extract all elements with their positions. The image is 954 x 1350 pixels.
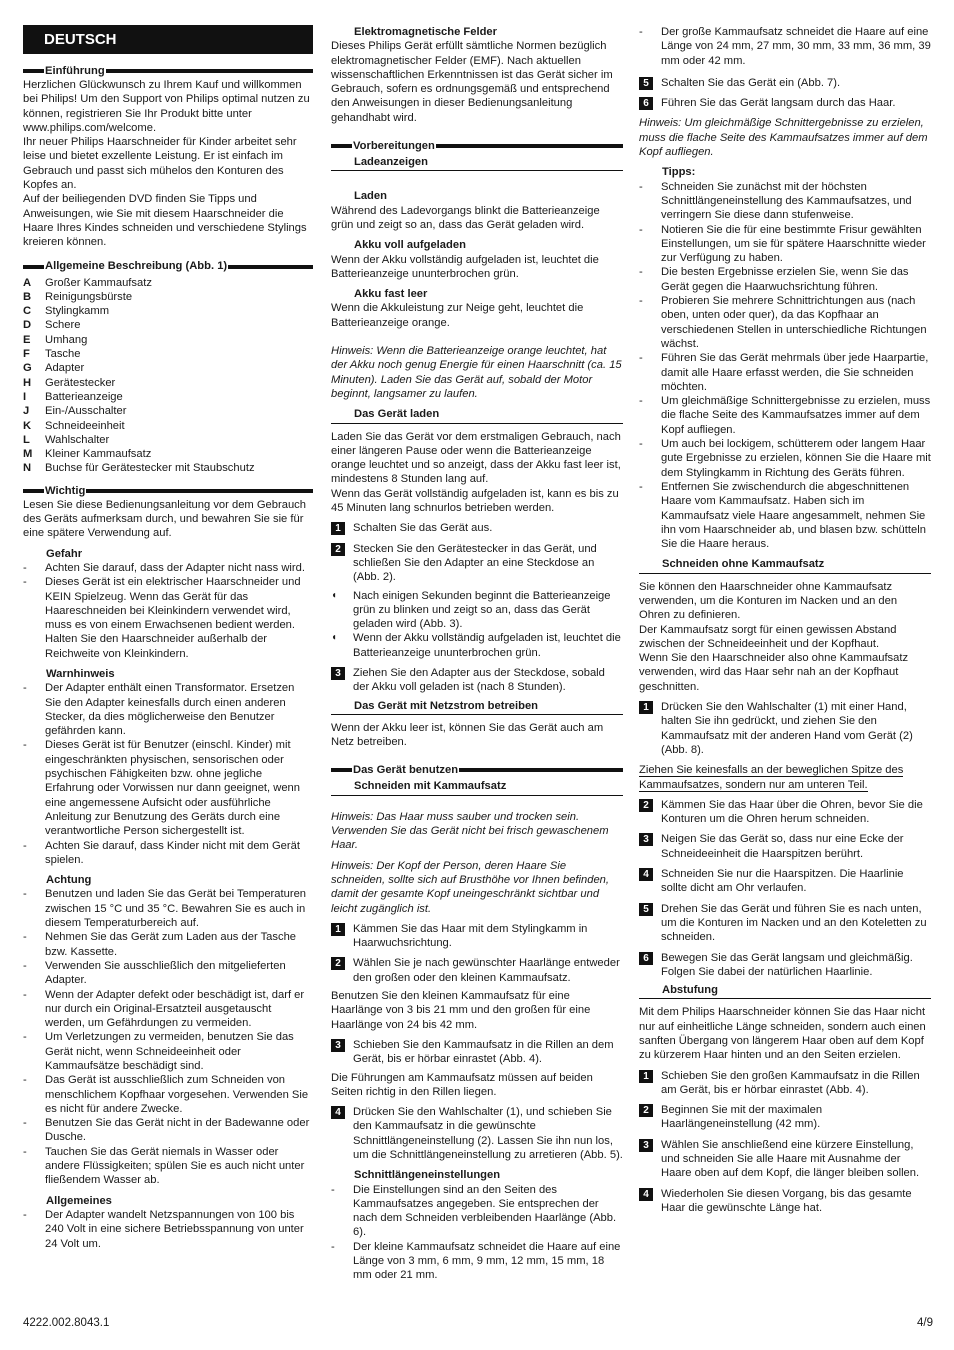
list-item: - Um auch bei lockigem, schütterem oder langem Haar gute Ergebnisse zu erzielen, können Sie die Haare mit dem Stylingkamm in Richtung des Geräts führen. [639,437,931,480]
step-paragraph: Benutzen Sie den kleinen Kammaufsatz für eine Haarlänge von 3 bis 21 mm und den großen für eine Haarlänge von 24 bis 42 mm. [331,990,591,1031]
step: 3 Ziehen Sie den Adapter aus der Steckdose, sobald der Akku voll geladen ist (nach 8 Stunden). [331,666,623,695]
step: 5 Drehen Sie das Gerät und führen Sie es nach unten, um die Konturen im Nacken und an den Koteletten zu schneiden. [639,902,931,945]
without-comb-paragraph: Der Kammaufsatz sorgt für einen gewissen Abstand zwischen der Schneideeinheit und der Kopfhaut. [639,623,897,650]
list-item: - Um gleichmäßige Schnittergebnisse zu erzielen, muss die flache Seite des Kammaufsatzes immer auf dem Kopf aufliegen. [639,394,931,437]
legend-row: K Schneideeinheit [23,419,125,432]
list-item: - Probieren Sie mehrere Schnittrichtungen aus (nach oben, unten oder quer), da das Kopfhaar an verschiedenen Stellen in unterschiedliche Richtungen wächst. [639,294,931,351]
legend-row: D Schere [23,319,81,332]
section-heading-use: Das Gerät benutzen [331,763,623,777]
bullet: ◖ Nach einigen Sekunden beginnt die Batterieanzeige grün zu blinken und zeigt so an, dass das Gerät geladen wird (Abb. 3). [331,589,611,631]
legend-row: H Gerätestecker [23,376,116,389]
step: 1 Drücken Sie den Wahlschalter (1) mit einer Hand, halten Sie ihn gedrückt, und ziehen Sie den Kammaufsatz mit der anderen Hand vom Gerät (2) (Abb. 8). [639,700,931,757]
emf-paragraph: Dieses Philips Gerät erfüllt sämtliche Normen bezüglich elektromagnetischer Felder (EMF). Nach aktuellen wissenschaftlichen Erkenntnissen ist das Gerät sicher im Gebrauch, sofern es ordnungsgemäß und entsprechend den Anweisungen in dieser Bedienungsanleitung gehandhabt wird. [331,40,613,124]
step: 1 Schalten Sie das Gerät aus. [331,521,623,535]
list-item: - Dieses Gerät ist ein elektrischer Haarschneider und KEIN Spielzeug. Wenn das Gerät für das Haareschneiden bei Kleinkindern verwendet wird, muss es von einem Erwachsenen bedient werden. Halten Sie den Haarschneider außerhalb der Reichweite von Kleinkindern. [23,575,313,661]
list-item: - Der große Kammaufsatz schneidet die Haare auf eine Länge von 24 mm, 27 mm, 30 mm, 33 mm, 36 mm, 39 mm oder 42 mm. [639,25,931,68]
step: 3 Wählen Sie anschließend eine kürzere Einstellung, und schneiden Sie alle Haare mit Ausnahme der Haare oben auf dem Kopf, die länger bleiben sollen. [639,1138,931,1181]
pull-warning: Ziehen Sie keinesfalls an der beweglichen Spitze des Kammaufsatzes, sondern nur am unteren Teil. [639,764,904,791]
step: 5 Schalten Sie das Gerät ein (Abb. 7). [639,76,931,90]
warning-list [23,681,313,867]
section-heading-important: Wichtig [23,484,313,498]
step: 1 Schieben Sie den großen Kammaufsatz in die Rillen am Gerät, bis er hörbar einrastet (Abb. 4). [639,1069,931,1098]
without-comb-paragraph: Sie können den Haarschneider ohne Kammaufsatz verwenden, um die Konturen im Nacken und an den Ohren zu definieren. [639,580,898,622]
legend-row: N Buchse für Gerätestecker mit Staubschutz [23,462,255,475]
battery-note: Hinweis: Wenn die Batterieanzeige orange leuchtet, hat der Akku noch genug Energie für einen Haarschnitt (ca. 15 Minuten). Laden Sie das Gerät auf, sobald der Motor beginnt, langsamer zu laufen. [331,345,622,400]
full-heading: Akku voll aufgeladen [354,239,466,252]
emf-heading: Elektromagnetische Felder [354,26,498,38]
hair-note: Hinweis: Das Haar muss sauber und trocken sein. Verwenden Sie das Gerät nicht bei frisch gewaschenem Haar. [331,810,609,852]
list-item: - Um Verletzungen zu vermeiden, benutzen Sie das Gerät nicht, wenn Schneideeinheit oder Kammaufsätze beschädigt sind. [23,1030,313,1073]
section-heading-general: Allgemeine Beschreibung (Abb. 1) [23,260,313,274]
general-note-list [23,1208,313,1251]
without-comb-heading: Schneiden ohne Kammaufsatz [639,557,931,573]
arrow-icon: ◖ [331,589,338,601]
caution-list [23,887,313,1187]
legend-row: G Adapter [23,362,85,375]
step: 3 Neigen Sie das Gerät so, dass nur eine Ecke der Schneideeinheit die Haarspitzen berührt. [639,832,931,861]
list-item: - Tauchen Sie das Gerät niemals in Wasser oder andere Flüssigkeiten; spülen Sie es auch nicht unter fließendem Wasser ab. [23,1145,313,1188]
list-item: - Der Adapter enthält einen Transformator. Ersetzen Sie den Adapter keinesfalls durch einen anderen Stecker, da dies möglicherweise den Benutzer gefährden kann. [23,681,313,738]
without-comb-paragraph: Wenn Sie den Haarschneider also ohne Kammaufsatz verwenden, wird das Haar sehr nah an der Kopfhaut geschnitten. [639,652,909,693]
caution-heading: Achtung [46,874,92,887]
flat-side-note: Hinweis: Um gleichmäßige Schnittergebnisse zu erzielen, muss die flache Seite des Kammaufsatzes immer auf dem Kopf aufliegen. [639,117,928,159]
layering-heading: Abstufung [639,983,931,999]
tips-heading: Tipps: [662,166,696,179]
intro-paragraph: Herzlichen Glückwunsch zu Ihrem Kauf und willkommen bei Philips! Um den Support von Philips optimal nutzen zu können, registrieren Sie Ihr Produkt bitte unter www.philips.com/welcome. [23,79,310,134]
danger-heading: Gefahr [46,547,83,560]
intro-paragraph: Ihr neuer Philips Haarschneider für Kinder arbeitet sehr leise und bietet exzellente Leistung. Er ist einfach im Gebrauch und passt sich mühelos den Konturen des Kopfes an. [23,136,297,192]
charge-paragraph: Laden Sie das Gerät vor dem erstmaligen Gebrauch, nach einer längeren Pause oder wenn die Batterieanzeige orange leuchtet und so anzeigt, dass der Akku fast leer ist, mindestens 8 Stunden lang auf. [331,430,621,486]
danger-list [23,561,313,661]
list-item: - Das Gerät ist ausschließlich zum Schneiden von menschlichem Kopfhaar vorgesehen. Verwenden Sie es nicht für andere Zwecke. [23,1073,313,1116]
parts-legend [23,276,313,476]
legend-row: M Kleiner Kammaufsatz [23,448,152,461]
step: 2 Stecken Sie den Gerätestecker in das Gerät, und schließen Sie den Adapter an eine Steckdose an (Abb. 2). [331,542,623,585]
column-1 [23,25,313,1251]
list-item: - Die besten Ergebnisse erzielen Sie, wenn Sie das Gerät gegen die Haarwuchsrichtung führen. [639,265,931,294]
low-paragraph: Wenn die Akkuleistung zur Neige geht, leuchtet die Batterieanzeige orange. [331,302,584,329]
general-note-heading: Allgemeines [46,1194,112,1207]
step-paragraph: Die Führungen am Kammaufsatz müssen auf beiden Seiten richtig in den Rillen liegen. [331,1071,593,1098]
tips-list [639,180,931,552]
list-item: - Führen Sie das Gerät mehrmals über jede Haarpartie, damit alle Haare erfasst werden, die Sie schneiden möchten. [639,351,931,394]
step: 2 Kämmen Sie das Haar über die Ohren, bevor Sie die Konturen um die Ohren herum schneiden. [639,798,931,827]
list-item: - Entfernen Sie zwischendurch die abgeschnittenen Haare vom Kammaufsatz. Haben sich im Kammaufsatz viele Haare angesammelt, nehmen Sie ihn vom Haarschneider ab, und blasen bzw. schütteln Sie die Haare heraus. [639,480,931,551]
step: 6 Bewegen Sie das Gerät langsam und gleichmäßig. Folgen Sie dabei der natürlichen Haarlinie. [639,951,931,980]
mains-heading: Das Gerät mit Netzstrom betreiben [331,699,623,715]
step: 4 Wiederholen Sie diesen Vorgang, bis das gesamte Haar die gewünschte Länge hat. [639,1187,931,1216]
settings-heading: Schnittlängeneinstellungen [354,1169,501,1182]
legend-row: B Reinigungsbürste [23,290,133,303]
list-item: - Der Adapter wandelt Netzspannungen von 100 bis 240 Volt in eine sichere Betriebsspannung von unter 24 Volt um. [23,1208,313,1251]
list-item: - Achten Sie darauf, dass der Adapter nicht nass wird. [23,561,313,575]
important-paragraph: Lesen Sie diese Bedienungsanleitung vor dem Gebrauch des Geräts aufmerksam durch, und bewahren Sie sie für eine spätere Verwendung auf. [23,498,306,540]
full-paragraph: Wenn der Akku vollständig aufgeladen ist, leuchtet die Batterieanzeige ununterbrochen grün. [331,253,599,280]
list-item: - Benutzen und laden Sie das Gerät bei Temperaturen zwischen 15 °C und 35 °C. Bewahren Sie es auch in diesem Temperaturbereich auf. [23,887,313,930]
with-comb-heading: Schneiden mit Kammaufsatz [331,779,623,795]
legend-row: C Stylingkamm [23,305,110,318]
language-title: DEUTSCH [23,25,313,54]
step: 2 Beginnen Sie mit der maximalen Haarlängeneinstellung (42 mm). [639,1103,931,1132]
charge-indicator-heading: Ladeanzeigen [331,155,623,171]
arrow-icon: ◖ [331,632,338,644]
charging-heading: Laden [354,190,387,203]
list-item: - Die Einstellungen sind an den Seiten des Kammaufsatzes angegeben. Sie entsprechen der nach dem Schneiden verbleibenden Haarlänge (Abb. 6). [331,1183,623,1240]
intro-paragraph: Auf der beiliegenden DVD finden Sie Tipps und Anweisungen, wie Sie mit diesem Haarschneider die Haare Ihres Kindes schneiden und verschiedene Stylings kreieren können. [23,193,307,249]
layering-paragraph: Mit dem Philips Haarschneider können Sie das Haar nicht nur auf einheitliche Länge schneiden, sondern auch einen sanften Übergang von längerem Haar oben auf dem Kopf zu kürzerem Haar hinten und an den Seiten erzielen. [639,1006,926,1062]
column-3 [639,25,931,1219]
column-2 [331,25,623,1283]
low-heading: Akku fast leer [354,288,428,301]
list-item: - Schneiden Sie zunächst mit der höchsten Schnittlängeneinstellung des Kammaufsatzes, und verringern Sie diese dann stufenweise. [639,180,931,223]
section-heading-prep: Vorbereitungen [331,139,623,153]
warning-heading: Warnhinweis [46,667,115,680]
step: 6 Führen Sie das Gerät langsam durch das Haar. [639,96,931,110]
head-note: Hinweis: Der Kopf der Person, deren Haare Sie schneiden, sollte sich auf Brusthöhe vor Ihnen befinden, damit der gesamte Kopf uneingeschränkt sichtbar und leicht zugänglich ist. [331,859,610,915]
bullet: ◖ Wenn der Akku vollständig aufgeladen ist, leuchtet die Batterieanzeige ununterbrochen grün. [331,632,621,659]
list-item: - Wenn der Adapter defekt oder beschädigt ist, darf er nur durch ein Original-Ersatzteil ausgetauscht werden, um Gefährdungen zu vermeiden. [23,988,313,1031]
list-item: - Achten Sie darauf, dass Kinder nicht mit dem Gerät spielen. [23,839,313,868]
section-heading-intro: Einführung [23,64,313,78]
page-number: 4/9 [917,1317,933,1329]
step: 3 Schieben Sie den Kammaufsatz in die Rillen an dem Gerät, bis er hörbar einrastet (Abb. 4). [331,1038,623,1067]
settings-list-continued [639,25,931,68]
charge-paragraph: Wenn das Gerät vollständig aufgeladen ist, kann es bis zu 45 Minuten lang schnurlos betrieben werden. [331,487,619,515]
step: 4 Schneiden Sie nur die Haarspitzen. Die Haarlinie sollte dicht am Ohr verlaufen. [639,867,931,896]
legend-row: L Wahlschalter [23,433,110,446]
legend-row: A Großer Kammaufsatz [23,276,152,289]
list-item: - Notieren Sie die für eine bestimmte Frisur gewählten Einstellungen, um sie für spätere Haarschnitte wieder zur Verfügung zu haben. [639,223,931,266]
charging-paragraph: Während des Ladevorgangs blinkt die Batterieanzeige grün und zeigt so an, dass das Gerät geladen wird. [331,204,600,231]
step: 1 Kämmen Sie das Haar mit dem Stylingkamm in Haarwuchsrichtung. [331,922,623,951]
legend-row: F Tasche [23,348,81,361]
list-item: - Nehmen Sie das Gerät zum Laden aus der Tasche bzw. Kassette. [23,930,313,959]
list-item: - Der kleine Kammaufsatz schneidet die Haare auf eine Länge von 3 mm, 6 mm, 9 mm, 12 mm, 15 mm, 18 mm oder 21 mm. [331,1240,623,1283]
list-item: - Benutzen Sie das Gerät nicht in der Badewanne oder Dusche. [23,1116,313,1145]
legend-row: J Ein-/Ausschalter [23,405,127,418]
mains-paragraph: Wenn der Akku leer ist, können Sie das Gerät auch am Netz betreiben. [331,721,604,749]
legend-row: I Batterieanzeige [23,390,123,403]
document-code: 4222.002.8043.1 [23,1317,110,1329]
settings-list [331,1183,623,1283]
legend-row: E Umhang [23,333,88,346]
charge-heading: Das Gerät laden [331,407,623,423]
list-item: - Dieses Gerät ist für Benutzer (einschl. Kinder) mit eingeschränkten physischen, sensorischen oder psychischen Fähigkeiten bzw. ohne jegliche Erfahrung oder Vorwissen nur dann geeignet, wenn eine angemessene Aufsicht oder ausführliche Anleitung zur Benutzung des Geräts durch eine verantwortliche Person sichergestellt ist. [23,738,313,838]
step: 2 Wählen Sie je nach gewünschter Haarlänge entweder den großen oder den kleinen Kammaufsatz. [331,956,623,985]
list-item: - Verwenden Sie ausschließlich den mitgelieferten Adapter. [23,959,313,988]
step: 4 Drücken Sie den Wahlschalter (1), und schieben Sie den Kammaufsatz in die gewünschte Schnittlängeneinstellung (2). Lassen Sie ihn nun los, um die Schnittlängeneinstellung zu arretieren (Abb. 5). [331,1105,623,1162]
